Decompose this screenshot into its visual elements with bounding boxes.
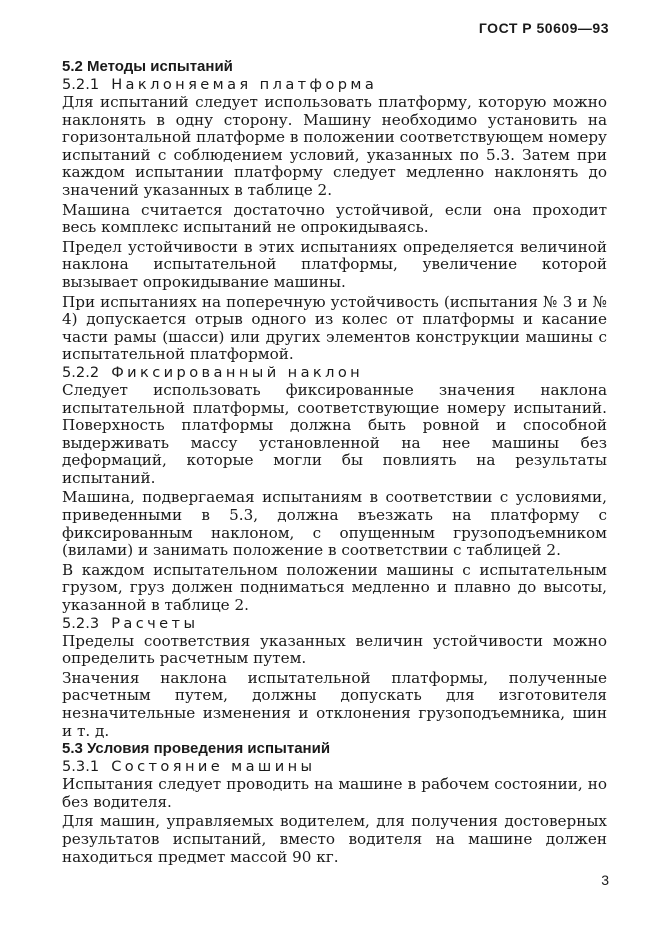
section-title: Фиксированный наклон <box>111 363 364 381</box>
section-title: Состояние машины <box>111 758 316 776</box>
paragraph: Пределы соответствия указанных величин устойчивости можно определить расчетным путем. <box>62 631 607 668</box>
paragraph: Для машин, управляемых водителем, для получения достоверных результатов испытаний, вместо водителя на машине должен находиться предмет массой 90 кг. <box>62 812 607 866</box>
paragraph: Машина считается достаточно устойчивой, если она проходит весь комплекс испытаний не опрокидываясь. <box>62 200 607 237</box>
section-5-2-2-heading <box>62 364 607 382</box>
section-5-3-heading: 5.3 Условия проведения испытаний <box>62 740 331 758</box>
section-5-2-1-heading <box>62 76 607 94</box>
paragraph: В каждом испытательном положении машины с испытательным грузом, груз должен подниматься медленно и плавно до высоты, указанной в таблице 2. <box>62 560 607 615</box>
body-text <box>62 58 607 866</box>
page-number: 3 <box>601 872 609 888</box>
section-number: 5.3.1 <box>62 758 100 776</box>
section-5-3-1-heading <box>62 758 607 776</box>
section-title: Расчеты <box>111 614 199 632</box>
standard-header: ГОСТ Р 50609—93 <box>478 20 609 36</box>
paragraph: Испытания следует проводить на машине в рабочем состоянии, но без водителя. <box>62 775 607 811</box>
section-title: Наклоняемая платформа <box>111 76 378 93</box>
paragraph: Значения наклона испытательной платформы, полученные расчетным путем, должны допускать для изготовителя незначительные изменения и отклонения грузоподъемника, шин и т. д. <box>62 668 607 740</box>
section-5-2-heading: 5.2 Методы испытаний <box>62 58 233 75</box>
section-number: 5.2.3 <box>62 614 100 632</box>
section-number: 5.2.1 <box>62 76 100 93</box>
section-5-2-3-heading <box>62 615 607 633</box>
paragraph: Машина, подвергаемая испытаниям в соответствии с условиями, приведенными в 5.3, должна въезжать на платформу с фиксированным наклоном, с опущенным грузоподъемником (вилами) и занимать положение в соответствии с таблицей 2. <box>62 488 607 560</box>
section-number: 5.2.2 <box>62 363 100 381</box>
paragraph: При испытаниях на поперечную устойчивость (испытания № 3 и № 4) допускается отрыв одного из колес от платформы и касание части рамы (шасси) или других элементов конструкции машины с испытательной платформой. <box>62 292 607 364</box>
paragraph: Следует использовать фиксированные значения наклона испытательной платформы, соответствующие номеру испытаний. Поверхность платформы должна быть ровной и способной выдерживать массу установленной на нее машины без деформаций, которые могли бы повлиять на результаты испытаний. <box>62 380 607 487</box>
paragraph: Для испытаний следует использовать платформу, которую можно наклонять в одну сторону. Машину необходимо установить на горизонтальной платформе в положении соответствующем номеру испытаний с соблюдением условий, указанных по 5.3. Затем при каждом испытании платформу следует медленно наклонять до значений указанных в таблице 2. <box>62 93 607 199</box>
paragraph: Предел устойчивости в этих испытаниях определяется величиной наклона испытательной платформы, увеличение которой вызывает опрокидывание машины. <box>62 237 607 291</box>
